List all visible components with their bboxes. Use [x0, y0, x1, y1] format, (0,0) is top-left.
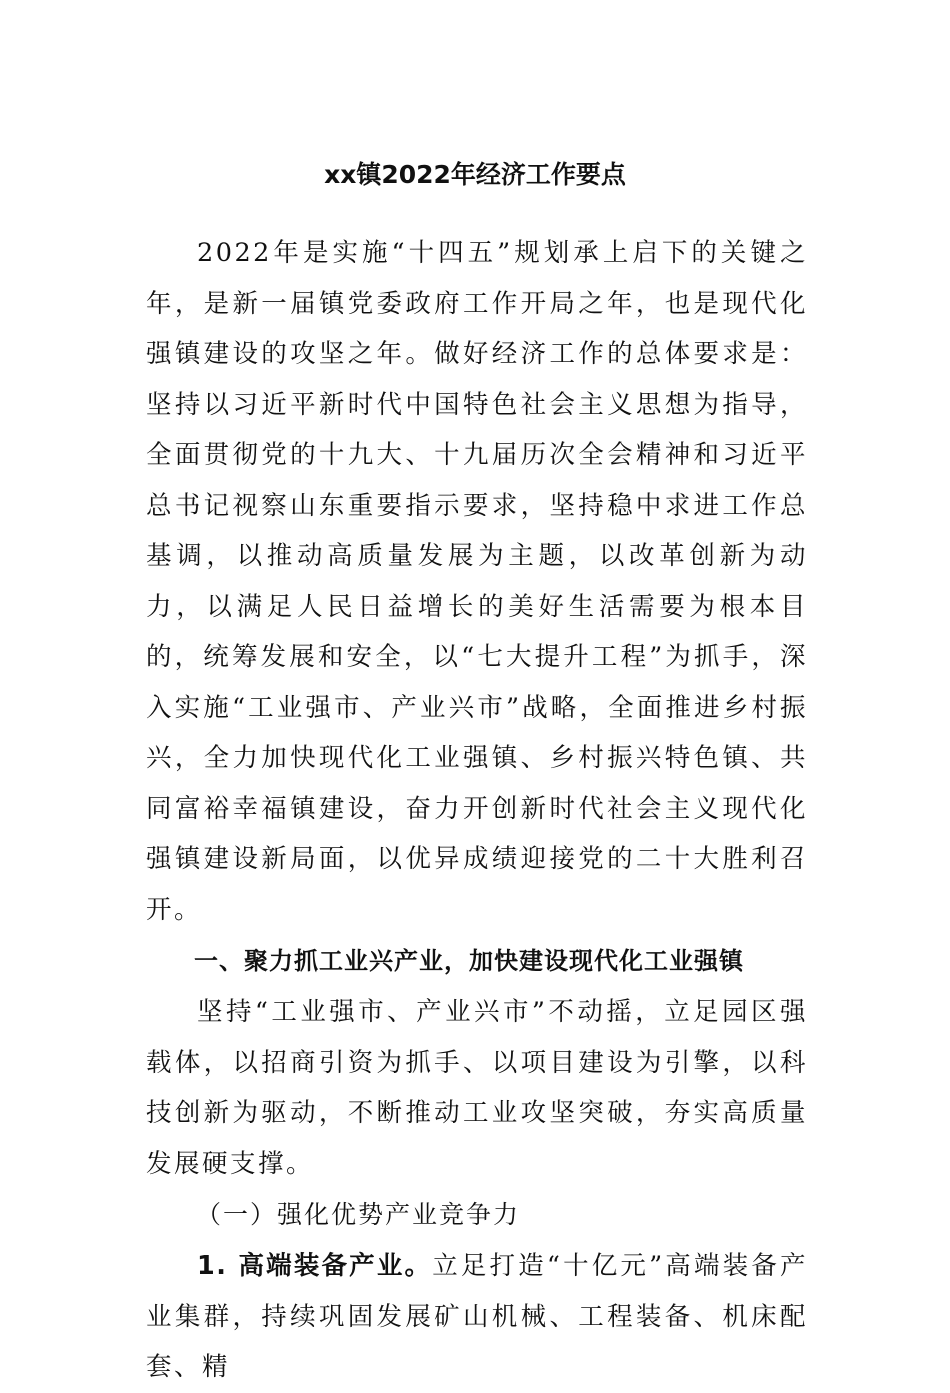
- document-body: [146, 228, 808, 1393]
- intro-paragraph: 2022年是实施“十四五”规划承上启下的关键之年，是新一届镇党委政府工作开局之年，也是现代化强镇建设的攻坚之年。做好经济工作的总体要求是：坚持以习近平新时代中国特色社会主义思想为指导，全面贯彻党的十九大、十九届历次全会精神和习近平总书记视察山东重要指示要求，坚持稳中求进工作总基调，以推动高质量发展为主题，以改革创新为动力，以满足人民日益增长的美好生活需要为根本目的，统筹发展和安全，以“七大提升工程”为抓手，深入实施“工业强市、产业兴市”战略，全面推进乡村振兴，全力加快现代化工业强镇、乡村振兴特色镇、共同富裕幸福镇建设，奋力开创新时代社会主义现代化强镇建设新局面，以优异成绩迎接党的二十大胜利召开。: [146, 238, 808, 925]
- item-paragraph: [146, 1241, 808, 1393]
- item-text: 立足打造“十亿元”高端装备产业集群，持续巩固发展矿山机械、工程装备、机床配套、精: [146, 1251, 808, 1382]
- section-heading: 一、聚力抓工业兴产业，加快建设现代化工业强镇: [194, 947, 744, 975]
- document-title: xx镇2022年经济工作要点: [324, 160, 626, 189]
- subsection-heading: （一）强化优势产业竞争力: [196, 1200, 521, 1229]
- item-label: 1. 高端装备产业。: [197, 1251, 433, 1281]
- section-paragraph: 坚持“工业强市、产业兴市”不动摇，立足园区强载体，以招商引资为抓手、以项目建设为引擎，以科技创新为驱动，不断推动工业攻坚突破，夯实高质量发展硬支撑。: [146, 997, 808, 1179]
